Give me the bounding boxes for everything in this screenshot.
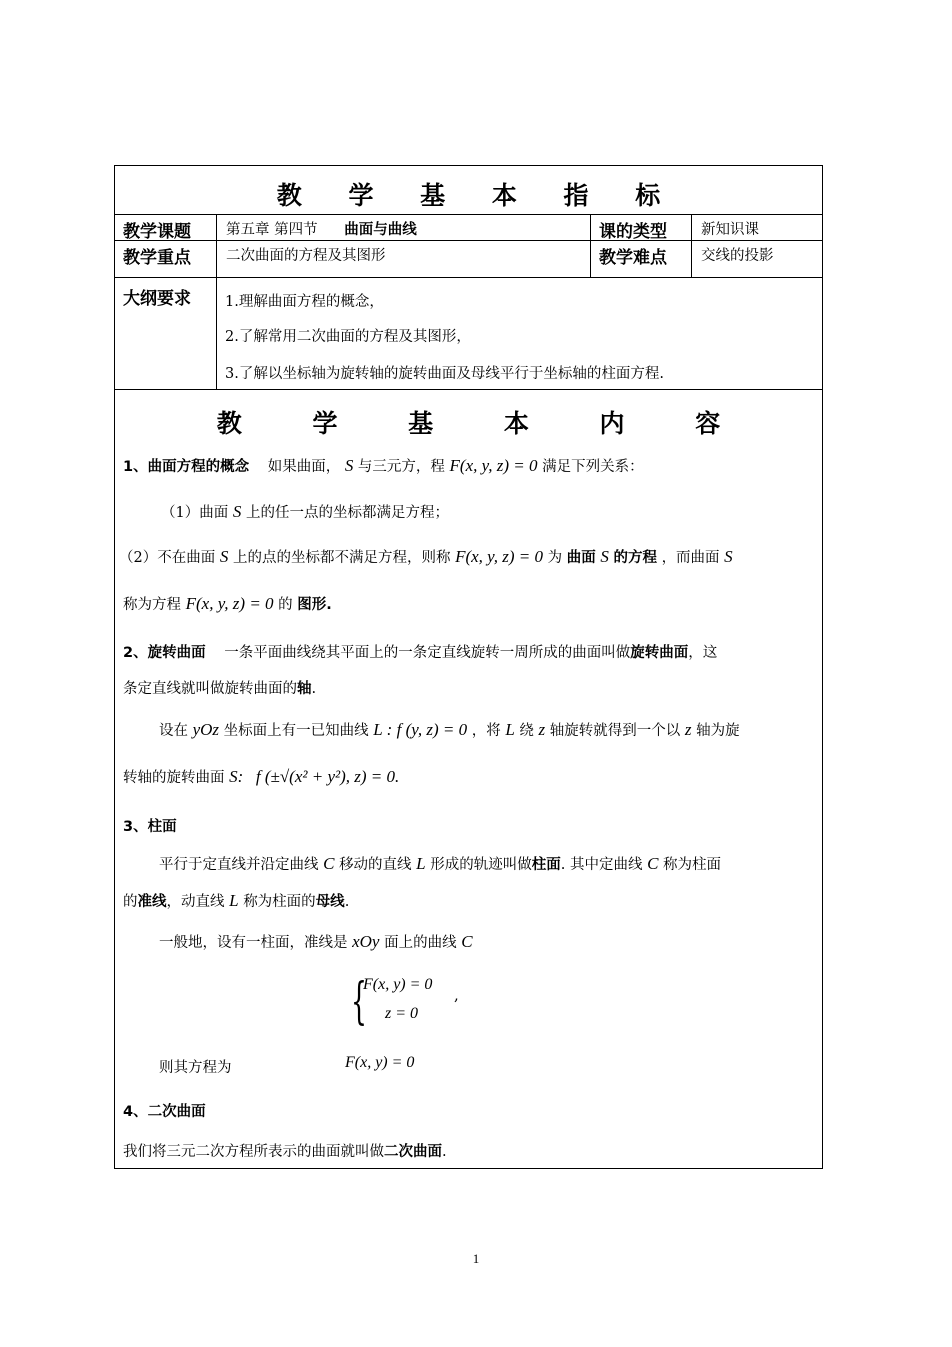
s1-para-1 — [123, 455, 644, 476]
s1-text-b: 与三元方，程 — [357, 459, 445, 475]
outline-item-2: 2.了解常用二次曲面的方程及其图形， — [225, 329, 471, 345]
s3-p3-b: 面上的曲线 — [384, 935, 457, 951]
s4-heading: 4、二次曲面 — [123, 1104, 206, 1120]
math-L-eq: L : f (y, z) = 0 — [373, 720, 468, 739]
page-number: 1 — [472, 1251, 480, 1266]
s3-p2-d: . — [344, 894, 350, 910]
math-rotation-eq: f (±√(x² + y²), z) = 0. — [255, 767, 400, 786]
s3-p2-bold2: 母线 — [315, 894, 345, 910]
s2-p4-a: 转轴的旋转曲面 — [123, 770, 225, 786]
s2-para-1 — [123, 641, 717, 662]
math-S: S — [724, 547, 733, 566]
math-S: S — [600, 547, 609, 566]
focus-row — [115, 241, 822, 278]
math-xOy: xOy — [352, 932, 380, 951]
s3-equation: F(x, y) = 0 — [345, 1054, 415, 1071]
s2-heading: 2、旋转曲面 — [123, 645, 206, 661]
math-F-eq: F(x, y, z) = 0 — [185, 594, 274, 613]
s3-p1-b: 移动的直线 — [339, 857, 412, 873]
type-label: 课的类型 — [590, 215, 691, 240]
difficulty-value: 交线的投影 — [691, 241, 822, 277]
outline-label: 大纲要求 — [123, 289, 191, 309]
math-C: C — [461, 932, 473, 951]
s4-heading-line — [123, 1100, 206, 1121]
s3-para-3 — [159, 931, 473, 952]
s2-p3-c: ，将 — [471, 723, 501, 739]
s1-c2-bold2: 的方程 — [613, 550, 657, 566]
s3-p2-b: ，动直线 — [166, 894, 225, 910]
s2-p2-bold: 轴 — [297, 681, 312, 697]
s2-para-2 — [123, 677, 316, 698]
s3-heading-line — [123, 815, 177, 836]
math-F-eq: F(x, y, z) = 0 — [449, 456, 538, 475]
s3-p3-a: 一般地，设有一柱面，准线是 — [159, 935, 348, 951]
topic-value — [216, 215, 590, 240]
s1-c2-e: 称为方程 — [123, 597, 181, 613]
s4-para-1 — [123, 1140, 447, 1161]
s3-p1-a: 平行于定直线并沿定曲线 — [159, 857, 319, 873]
indicators-title: 教 学 基 本 指 标 — [276, 181, 661, 210]
type-value: 新知识课 — [691, 215, 822, 240]
s4-p1-a: 我们将三元二次方程所表示的曲面就叫做 — [123, 1144, 384, 1160]
s3-p1-c: 形成的轨迹叫做 — [430, 857, 532, 873]
content-area — [115, 390, 822, 1168]
topic-row — [115, 215, 822, 241]
outline-row — [115, 278, 822, 390]
s2-p3-d: 绕 — [519, 723, 534, 739]
math-z: z — [684, 720, 692, 739]
s1-c1-b: 上的任一点的坐标都满足方程； — [245, 505, 449, 521]
s1-c2-a: （2）不在曲面 — [119, 550, 216, 566]
math-C: C — [647, 854, 659, 873]
system-eq-2: z = 0 — [385, 1005, 419, 1022]
math-z: z — [538, 720, 546, 739]
s3-para-4 — [159, 1056, 232, 1077]
s1-c2-f: 的 — [278, 597, 293, 613]
topic-value-bold: 曲面与曲线 — [344, 222, 417, 238]
s2-p3-e: 轴旋转就得到一个以 — [549, 723, 681, 739]
system-brace: { — [351, 972, 367, 1030]
s2-para-4 — [123, 766, 399, 787]
s3-p1-d: . 其中定曲线 — [560, 857, 643, 873]
s2-para-3 — [159, 719, 740, 740]
s3-heading: 3、柱面 — [123, 819, 177, 835]
difficulty-label: 教学难点 — [590, 241, 691, 277]
s2-p1-b: ，这 — [688, 645, 718, 661]
s3-p4-a: 则其方程为 — [159, 1060, 232, 1076]
topic-label: 教学课题 — [123, 222, 191, 242]
content-title: 教 学 基 本 内 容 — [216, 409, 721, 438]
math-L: L — [416, 854, 426, 873]
lesson-plan-table — [114, 165, 823, 1169]
s2-p2-a: 条定直线就叫做旋转曲面的 — [123, 681, 297, 697]
math-F-eq: F(x, y, z) = 0 — [455, 547, 544, 566]
s3-p1-e: 称为柱面 — [663, 857, 722, 873]
math-S: S — [232, 502, 242, 521]
math-S: S — [219, 547, 229, 566]
s4-p1-b: . — [442, 1144, 447, 1160]
focus-value: 二次曲面的方程及其图形 — [216, 241, 590, 277]
s1-c2-d: ，而曲面 — [661, 550, 720, 566]
s1-c2-bold1: 曲面 — [566, 550, 596, 566]
s3-para-1 — [159, 853, 721, 874]
s3-p1-bold: 柱面 — [531, 857, 561, 873]
outline-item-3: 3.了解以坐标轴为旋转轴的旋转曲面及母线平行于坐标轴的柱面方程. — [225, 366, 664, 382]
equation-system — [351, 972, 471, 1034]
s1-text-c: 满足下列关系： — [542, 459, 644, 475]
s1-c2-c: 为 — [547, 550, 563, 566]
math-S: S — [344, 456, 354, 475]
math-C: C — [323, 854, 335, 873]
topic-value-prefix: 第五章 第四节 — [226, 222, 318, 238]
s1-text-a: 如果曲面， — [267, 459, 341, 475]
focus-label: 教学重点 — [123, 248, 191, 268]
outline-item-1: 1.理解曲面方程的概念， — [225, 294, 384, 310]
s1-cond-2 — [119, 546, 733, 567]
system-eq-1: F(x, y) = 0 — [363, 976, 433, 993]
s4-p1-bold: 二次曲面 — [384, 1144, 442, 1160]
s1-cond-1 — [161, 501, 449, 522]
s1-c1-a: （1）曲面 — [161, 505, 229, 521]
s2-p2-b: . — [311, 681, 317, 697]
math-S-label: S: — [229, 767, 244, 786]
math-L: L — [229, 891, 239, 910]
s2-p1-bold: 旋转曲面 — [630, 645, 689, 661]
s2-p1-a: 一条平面曲线绕其平面上的一条定直线旋转一周所成的曲面叫做 — [224, 645, 631, 661]
s3-para-2 — [123, 890, 349, 911]
s3-p2-a: 的 — [123, 894, 138, 910]
outline-divider — [216, 278, 217, 389]
s2-p3-a: 设在 — [159, 723, 188, 739]
s1-heading: 1、曲面方程的概念 — [123, 459, 250, 475]
indicators-title-row — [115, 166, 822, 215]
system-comma: , — [454, 986, 459, 1004]
s2-p3-b: 坐标面上有一已知曲线 — [223, 723, 369, 739]
math-L: L — [505, 720, 515, 739]
s3-p2-bold1: 准线 — [137, 894, 167, 910]
math-yOz: yOz — [192, 720, 220, 739]
s1-c2-bold3: 图形. — [297, 597, 332, 613]
s3-p2-c: 称为柱面的 — [243, 894, 316, 910]
s1-c2-b: 上的点的坐标都不满足方程，则称 — [232, 550, 451, 566]
s2-p3-f: 轴为旋 — [696, 723, 740, 739]
s1-cond-2b — [123, 593, 332, 614]
